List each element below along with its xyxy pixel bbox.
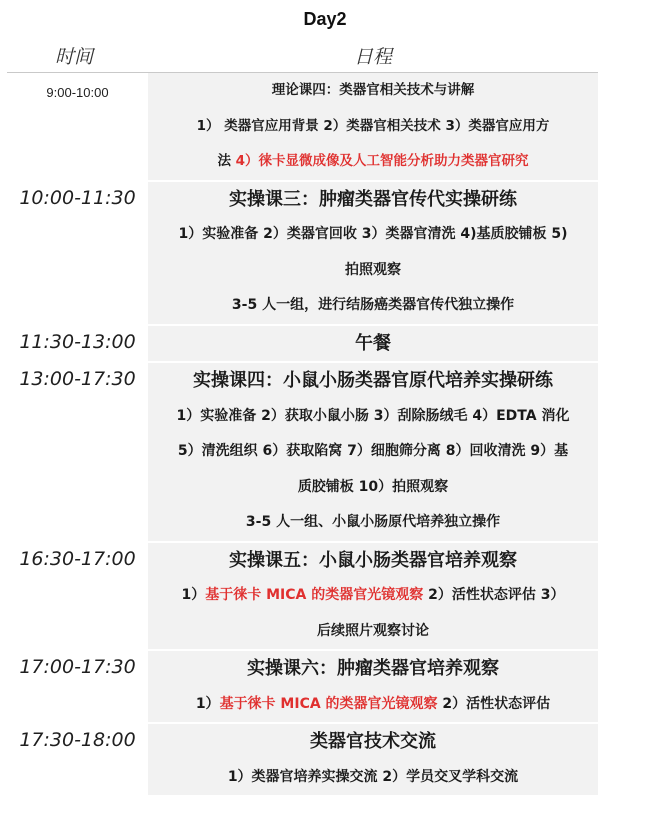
time-cell xyxy=(7,651,148,722)
schedule-row-practice-6 xyxy=(7,649,598,722)
time-label: 17:00-17:30 xyxy=(19,656,136,678)
session-cell xyxy=(148,326,598,362)
session-cell xyxy=(148,182,598,324)
session-title: 实操课四：小鼠小肠类器官原代培养实操研练 xyxy=(193,370,553,391)
session-title: 理论课四：类器官相关技术与讲解 xyxy=(271,82,475,98)
day-title: Day2 xyxy=(303,9,347,29)
time-cell xyxy=(7,182,148,324)
time-label: 13:00-17:30 xyxy=(19,368,136,390)
time-label: 16:30-17:00 xyxy=(19,547,136,570)
session-title: 实操课六：肿瘤类器官培养观察 xyxy=(247,658,499,679)
session-line: 拍照观察 xyxy=(345,261,401,278)
session-line: 3-5 人一组、小鼠小肠原代培养独立操作 xyxy=(245,514,501,530)
session-title: 实操课三：肿瘤类器官传代实操研练 xyxy=(229,188,517,210)
session-line: 5）清洗组织 6）获取陷窝 7）细胞筛分离 8）回收清洗 9）基 xyxy=(177,443,569,459)
time-label: 11:30-13:00 xyxy=(19,330,136,353)
schedule-table xyxy=(7,73,598,795)
time-label: 10:00-11:30 xyxy=(19,186,136,209)
session-line: 1）实验准备 2）类器官回收 3）类器官清洗 4)基质胶铺板 5) xyxy=(178,226,568,242)
schedule-row-practice-4 xyxy=(7,361,598,541)
time-label: 9:00-10:00 xyxy=(46,85,109,100)
session-cell xyxy=(148,363,598,541)
session-line xyxy=(148,687,598,723)
schedule-column-header: 日程 xyxy=(353,46,392,68)
session-line: 1）类器官培养实操交流 2）学员交叉学科交流 xyxy=(227,768,519,785)
session-title: 实操课五：小鼠小肠类器官培养观察 xyxy=(229,549,517,571)
line-text: 1） xyxy=(181,587,206,603)
line-text: 法 xyxy=(217,153,236,169)
session-line: 3-5 人一组，进行结肠癌类器官传代独立操作 xyxy=(231,297,515,313)
session-line: 后续照片观察讨论 xyxy=(317,622,429,639)
highlight-text: 基于徕卡 MICA 的类器官光镜观察 xyxy=(205,587,424,603)
session-line xyxy=(148,578,598,614)
schedule-row-practice-5 xyxy=(7,541,598,650)
session-cell xyxy=(148,724,598,795)
time-label: 17:30-18:00 xyxy=(19,729,136,751)
session-line: 质胶铺板 10）拍照观察 xyxy=(297,478,449,495)
line-text: 1） xyxy=(195,695,220,712)
session-cell xyxy=(148,73,598,180)
schedule-row-lunch xyxy=(7,324,598,362)
session-line: 1） 类器官应用背景 2）类器官相关技术 3）类器官应用方 xyxy=(196,117,550,134)
time-column-header: 时间 xyxy=(54,46,93,68)
highlight-text: 基于徕卡 MICA 的类器官光镜观察 xyxy=(219,695,438,712)
time-cell xyxy=(7,543,148,650)
line-text: 2）活性状态评估 xyxy=(437,695,551,712)
session-cell xyxy=(148,651,598,722)
time-cell xyxy=(7,724,148,795)
schedule-row-theory-4 xyxy=(7,73,598,180)
session-title: 类器官技术交流 xyxy=(310,731,436,752)
session-line: 1）实验准备 2）获取小鼠小肠 3）刮除肠绒毛 4）EDTA 消化 xyxy=(176,407,570,424)
schedule-row-practice-3 xyxy=(7,180,598,324)
session-cell xyxy=(148,543,598,650)
highlight-text: 4）徕卡显微成像及人工智能分析助力类器官研究 xyxy=(235,153,529,169)
time-cell xyxy=(7,326,148,362)
line-text: 2）活性状态评估 3） xyxy=(423,587,565,603)
schedule-row-exchange xyxy=(7,722,598,795)
session-line xyxy=(148,144,598,180)
session-title: 午餐 xyxy=(355,332,391,354)
time-cell xyxy=(7,363,148,541)
time-cell xyxy=(7,73,148,180)
